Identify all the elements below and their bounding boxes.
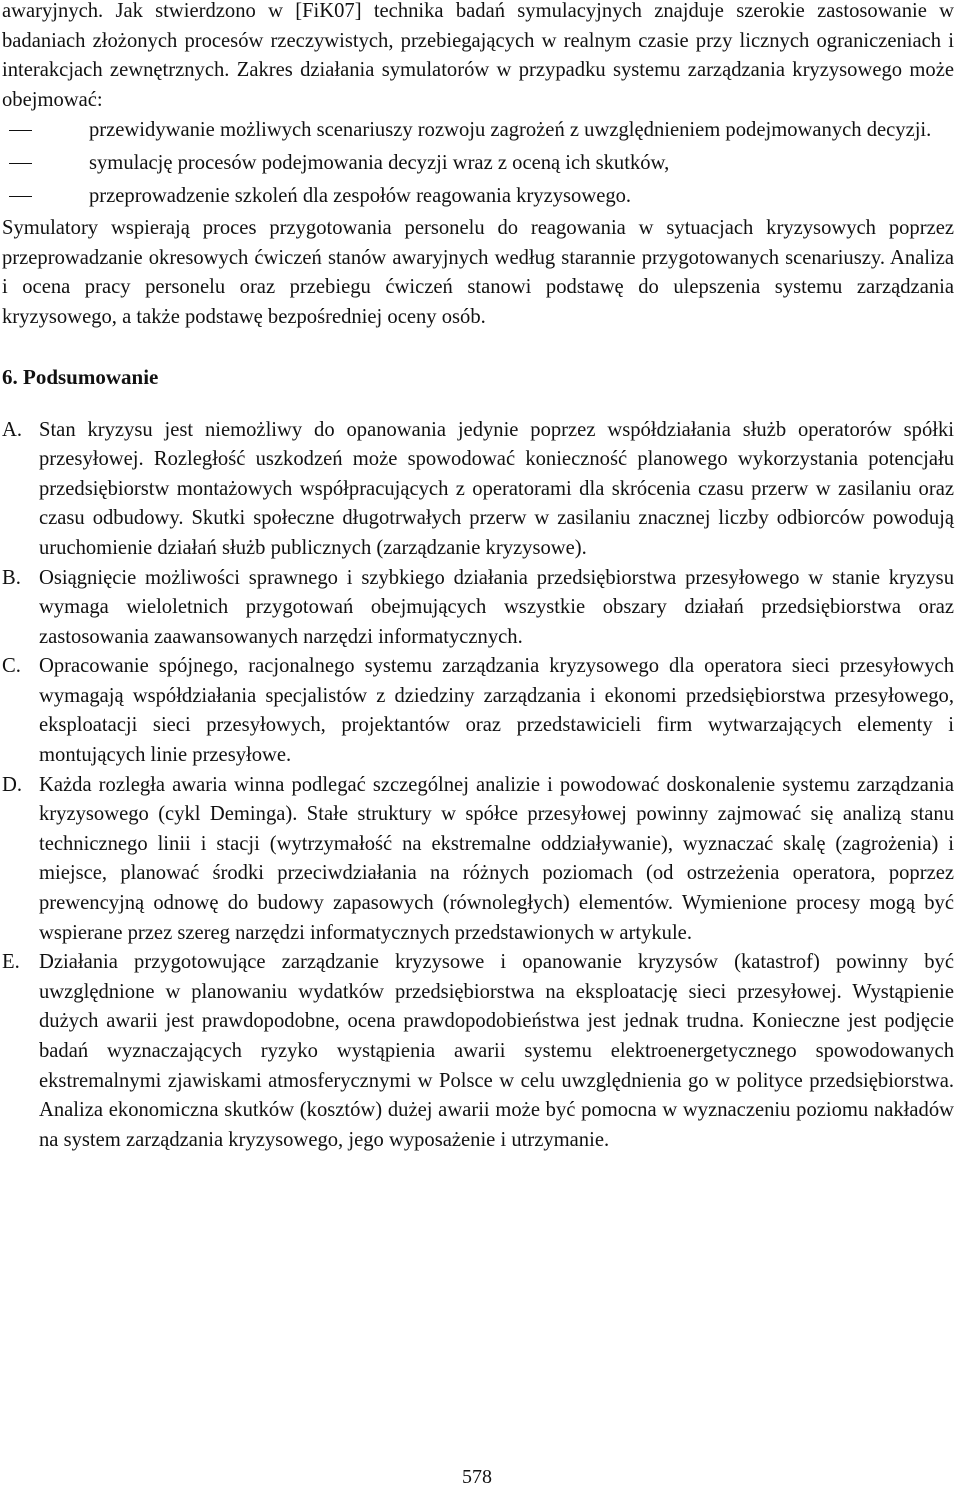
point-text: Stan kryzysu jest niemożliwy do opanowania jedynie poprzez współdziałania służb operatorów spółki przesyłowej. Rozległość uszkodzeń może spowodować konieczność planowego wykorzystania potencjału przedsiębiorstw montażowych współpracujących z operatorami dla skrócenia czasu przerw w zasilaniu oraz czasu odbudowy. Skutki społeczne długotrwałych przerw w zasilaniu znacznej liczby odbiorców powodują uruchomienie działań służb publicznych (zarządzanie kryzysowe). [39, 418, 954, 559]
point-text: Działania przygotowujące zarządzanie kryzysowe i opanowanie kryzysów (katastrof) powinny być uwzględnione w planowaniu wydatków przedsiębiorstwa na eksploatację sieci przesyłowej. Wystąpienie dużych awarii jest prawdopodobne, ocena prawdopodobieństwa jest jednak trudna. Konieczne jest podjęcie badań wyznaczających ryzyko wystąpienia awarii systemu elektroenergetycznego spowodowanych ekstremalnymi zjawiskami atmosferycznymi w Polsce w celu uwzględnienia go w polityce przedsiębiorstwa. Analiza ekonomiczna skutków (kosztów) dużej awarii może być pomocna w wyznaczeniu poziomu nakładów na system zarządzania kryzysowego, jego wyposażenie i utrzymanie. [39, 951, 954, 1151]
point-label: E. [2, 951, 20, 974]
section-heading: 6. Podsumowanie [2, 364, 159, 389]
bullet-list [2, 116, 954, 211]
point-label: A. [2, 418, 23, 441]
summary-points [2, 416, 954, 1156]
simulators-paragraph: Symulatory wspierają proces przygotowania personelu do reagowania w sytuacjach kryzysowych poprzez przeprowadzanie okresowych ćwiczeń stanów awaryjnych według starannie przygotowanych scenariuszy. Analiza i ocena pracy personelu oraz przebiegu ćwiczeń stanowi podstawę do ulepszenia systemu zarządzania kryzysowego, a także podstawę bezpośredniej oceny osób. [2, 217, 954, 328]
dash-icon [9, 163, 32, 164]
bullet-item [2, 182, 954, 212]
summary-point-d [2, 771, 954, 949]
point-text: Osiągnięcie możliwości sprawnego i szybkiego działania przedsiębiorstwa przesyłowego w stanie kryzysu wymaga wieloletnich przygotowań obejmujących wszystkie obszary działań przedsiębiorstwa oraz zastosowania zaawansowanych narzędzi informatycznych. [39, 566, 954, 648]
summary-point-b [2, 564, 954, 653]
page-number: 578 [462, 1466, 492, 1488]
bullet-text: symulację procesów podejmowania decyzji wraz z oceną ich skutków, [89, 151, 670, 174]
point-label: B. [2, 566, 21, 589]
summary-point-c [2, 652, 954, 770]
summary-point-e [2, 948, 954, 1155]
bullet-item [2, 149, 954, 179]
dash-icon [9, 196, 32, 197]
point-text: Każda rozległa awaria winna podlegać szczególnej analizie i powodować doskonalenie systemu zarządzania kryzysowego (cykl Deminga). Stałe struktury w spółce przesyłowej powinny zajmować się analizą stanu technicznego linii i stacji (wytrzymałość na ekstremalne oddziaływanie), wyznaczać skalę (zagrożenia) i miejsce, planować środki przeciwdziałania na różnych poziomach (od ostrzeżenia operatora, poprzez prewencyjną odnowę do budowy zapasowych (równoległych) elementów. Wymienione procesy mogą być wspierane przez szereg narzędzi informatycznych przedstawionych w artykule. [39, 773, 954, 944]
point-label: C. [2, 655, 21, 678]
bullet-text: przeprowadzenie szkoleń dla zespołów reagowania kryzysowego. [89, 184, 632, 207]
dash-icon [9, 130, 32, 131]
intro-paragraph: awaryjnych. Jak stwierdzono w [FiK07] technika badań symulacyjnych znajduje szerokie zastosowanie w badaniach złożonych procesów rzeczywistych, przebiegających w realnym czasie przy licznych ograniczeniach i interakcjach zewnętrznych. Zakres działania symulatorów w przypadku systemu zarządzania kryzysowego może obejmować: [2, 0, 954, 111]
bullet-text: przewidywanie możliwych scenariuszy rozwoju zagrożeń z uwzględnieniem podejmowanych decyzji. [89, 119, 932, 142]
summary-point-a [2, 416, 954, 564]
point-label: D. [2, 773, 23, 796]
point-text: Opracowanie spójnego, racjonalnego systemu zarządzania kryzysowego dla operatora sieci przesyłowych wymagają współdziałania specjalistów z dziedziny zarządzania i ekonomi przedsiębiorstwa przesyłowego, eksploatacji sieci przesyłowych, projektantów oraz przedstawicieli firm wytwarzających elementy i montujących linie przesyłowe. [39, 655, 954, 767]
bullet-item [2, 116, 954, 146]
